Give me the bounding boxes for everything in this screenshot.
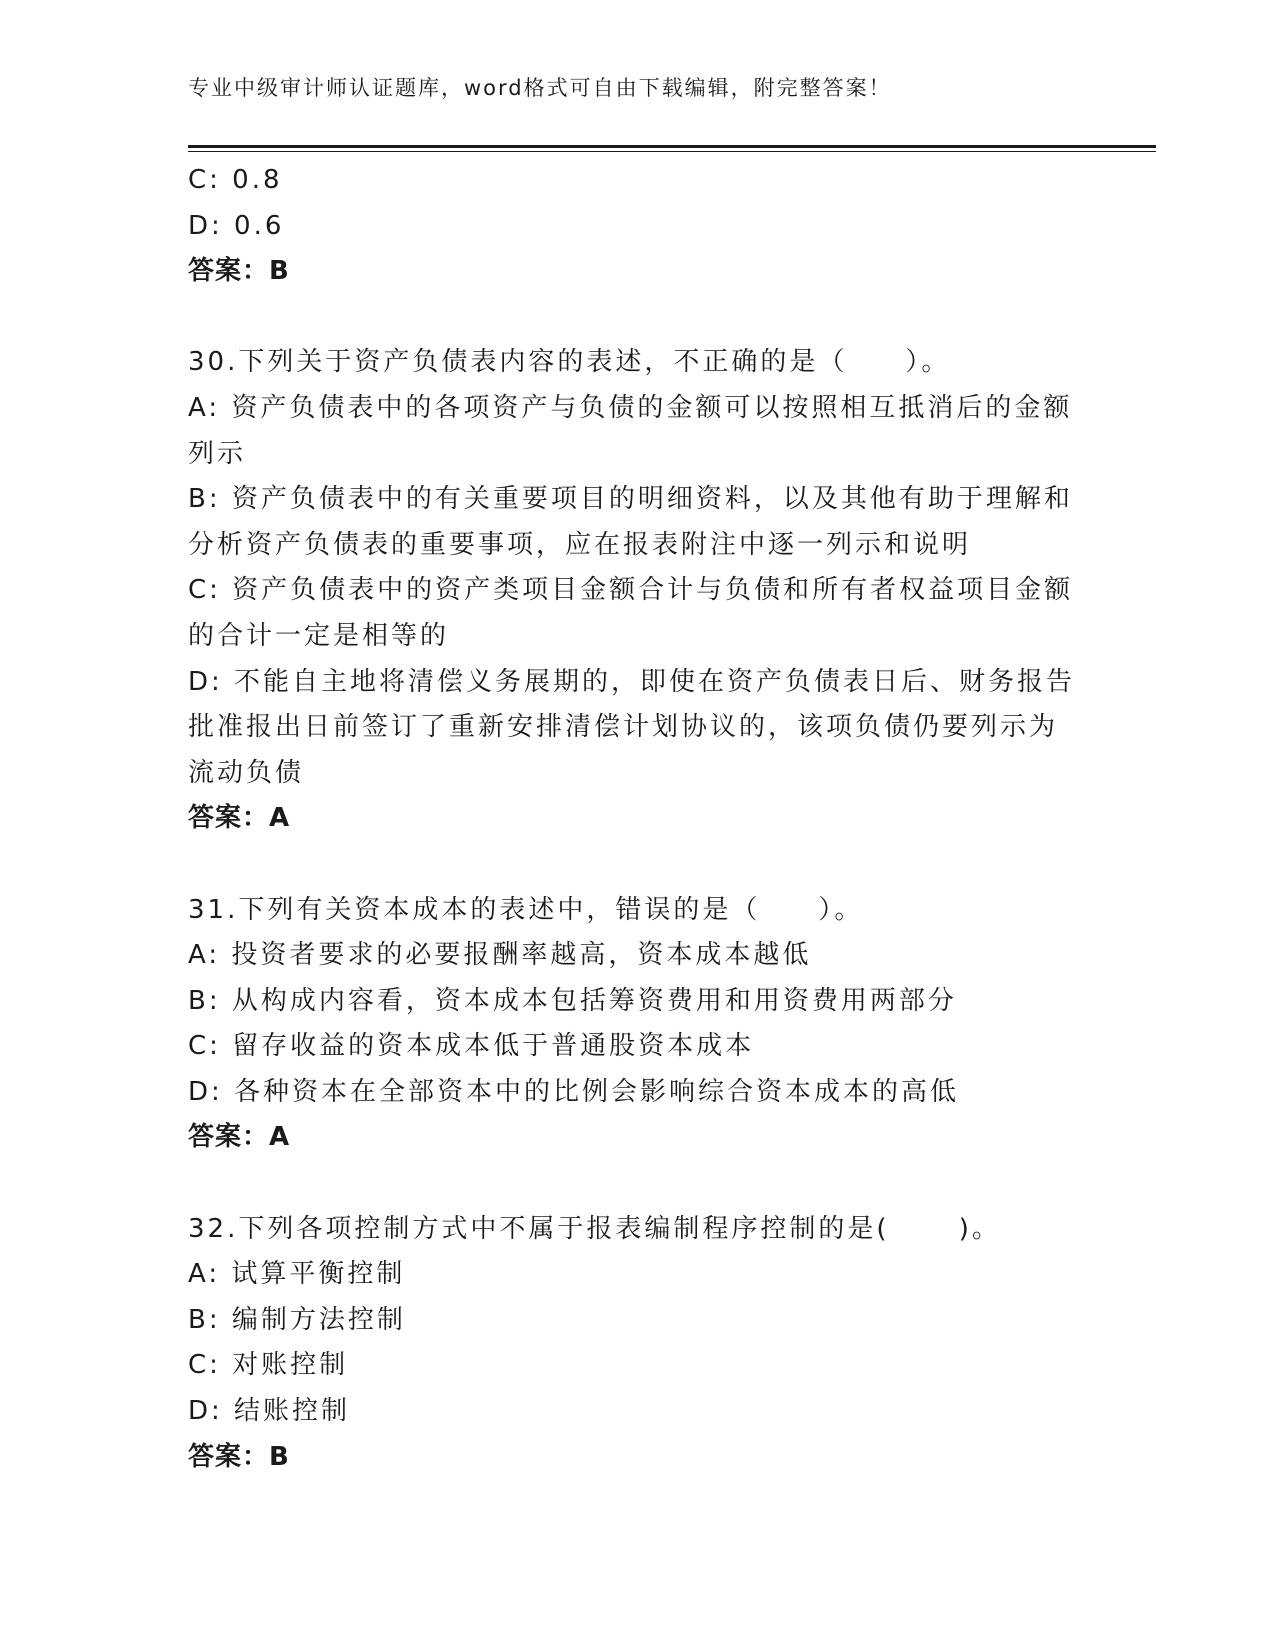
- question-line: 31.下列有关资本成本的表述中，错误的是（ ）。: [188, 894, 864, 925]
- question-line: 流动负债: [188, 757, 305, 788]
- question-list: [188, 158, 1088, 1480]
- question-line: D: 0.6: [188, 210, 285, 241]
- question-line: C: 留存收益的资本成本低于普通股资本成本: [188, 1031, 755, 1062]
- question-block: [188, 1207, 1088, 1481]
- block-spacer: [188, 842, 1088, 888]
- question-line: B: 从构成内容看，资本成本包括筹资费用和用资费用两部分: [188, 985, 957, 1016]
- question-line: D: 各种资本在全部资本中的比例会影响综合资本成本的高低: [188, 1076, 960, 1107]
- answer-line: 答案：B: [188, 256, 290, 287]
- question-block: [188, 340, 1088, 842]
- answer-line: 答案：B: [188, 1441, 290, 1472]
- page-header: 专业中级审计师认证题库，word格式可自由下载编辑，附完整答案！: [188, 76, 892, 100]
- question-line: 分析资产负债表的重要事项，应在报表附注中逐一列示和说明: [188, 529, 972, 560]
- question-line: A: 投资者要求的必要报酬率越高，资本成本越低: [188, 940, 812, 971]
- question-line: A: 资产负债表中的各项资产与负债的金额可以按照相互抵消后的金额: [188, 392, 1073, 423]
- question-line: D: 结账控制: [188, 1396, 351, 1427]
- header-rule-thin: [188, 151, 1156, 152]
- question-line: B: 编制方法控制: [188, 1304, 406, 1335]
- block-spacer: [188, 1161, 1088, 1207]
- question-line: D: 不能自主地将清偿义务展期的，即使在资产负债表日后、财务报告: [188, 666, 1076, 697]
- question-line: B: 资产负债表中的有关重要项目的明细资料，以及其他有助于理解和: [188, 484, 1073, 515]
- question-line: C: 资产负债表中的资产类项目金额合计与负债和所有者权益项目金额: [188, 575, 1074, 606]
- header-rule-thick: [188, 145, 1156, 148]
- question-line: 30.下列关于资产负债表内容的表述，不正确的是（ ）。: [188, 347, 951, 378]
- question-line: 的合计一定是相等的: [188, 620, 450, 651]
- question-block: [188, 888, 1088, 1162]
- question-block: [188, 158, 1088, 295]
- question-line: 32.下列各项控制方式中不属于报表编制程序控制的是( )。: [188, 1213, 1001, 1244]
- question-line: C: 0.8: [188, 165, 283, 195]
- answer-line: 答案：A: [188, 803, 291, 834]
- question-line: 列示: [188, 438, 247, 469]
- question-line: A: 试算平衡控制: [188, 1259, 406, 1290]
- question-line: C: 对账控制: [188, 1350, 349, 1381]
- question-line: 批准报出日前签订了重新安排清偿计划协议的，该项负债仍要列示为: [188, 712, 1059, 743]
- block-spacer: [188, 295, 1088, 341]
- answer-line: 答案：A: [188, 1122, 291, 1153]
